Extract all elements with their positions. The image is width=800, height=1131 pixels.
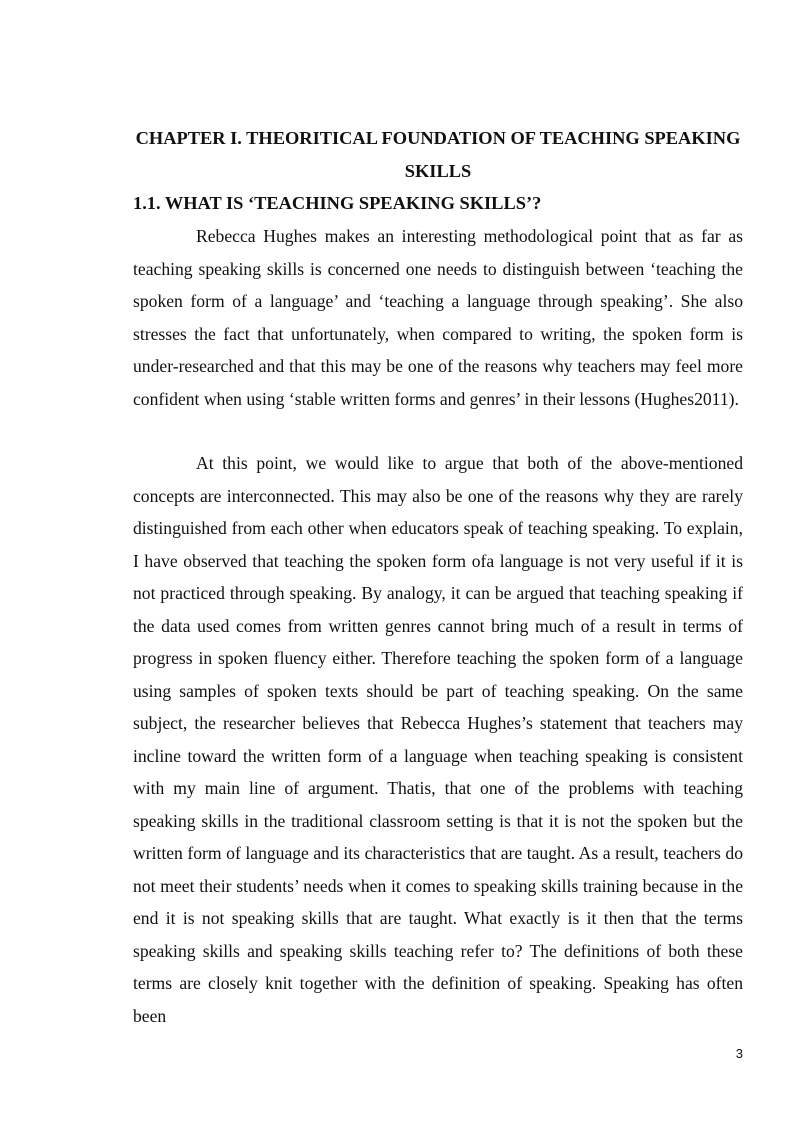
chapter-title: CHAPTER I. THEORITICAL FOUNDATION OF TEACHING SPEAKING SKILLS [135,128,741,181]
body-paragraph: Rebecca Hughes makes an interesting methodological point that as far as teaching speaking skills is concerned one needs to distinguish between ‘teaching the spoken form of a language’ and ‘teaching a language through speaking’. She also stresses the fact that unfortunately, when compared to writing, the spoken form is under-researched and that this may be one of the reasons why teachers may feel more confident when using ‘stable written forms and genres’ in their lessons (Hughes2011). [133,226,743,409]
section-heading: 1.1. WHAT IS ‘TEACHING SPEAKING SKILLS’? [133,193,542,213]
body-paragraph: At this point, we would like to argue that both of the above-mentioned concepts are interconnected. This may also be one of the reasons why they are rarely distinguished from each other when educators speak of teaching speaking. To explain, I have observed that teaching the spoken form ofa language is not very useful if it is not practiced through speaking. By analogy, it can be argued that teaching speaking if the data used comes from written genres cannot bring much of a result in terms of progress in spoken fluency either. Therefore teaching the spoken form of a language using samples of spoken texts should be part of teaching speaking. On the same subject, the researcher believes that Rebecca Hughes’s statement that teachers may incline toward the written form of a language when teaching speaking is consistent with my main line of argument. Thatis, that one of the problems with teaching speaking skills in the traditional classroom setting is that it is not the spoken but the written form of language and its characteristics that are taught. As a result, teachers do not meet their students’ needs when it comes to speaking skills training because in the end it is not speaking skills that are taught. What exactly is it then that the terms speaking skills and speaking skills teaching refer to? The definitions of both these terms are closely knit together with the definition of speaking. Speaking has often been [133,453,743,1026]
page-number: 3 [735,1046,743,1061]
